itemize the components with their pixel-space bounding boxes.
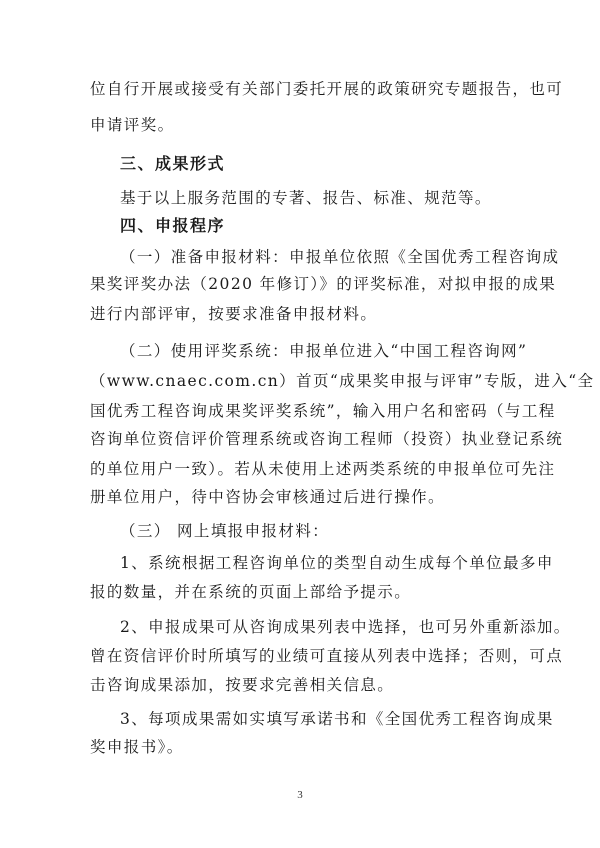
paragraph-line: 3、每项成果需如实填写承诺书和《全国优秀工程咨询成果 <box>120 710 554 728</box>
paragraph-line: 基于以上服务范围的专著、报告、标准、规范等。 <box>120 189 492 207</box>
paragraph-line: （三） 网上填报申报材料： <box>120 522 330 540</box>
paragraph-line: 的单位用户一致）。若从未使用上述两类系统的申报单位可先注 <box>90 460 556 478</box>
paragraph-line: （一）准备申报材料：申报单位依照《全国优秀工程咨询成 <box>120 248 560 266</box>
page-number: 3 <box>297 789 303 801</box>
paragraph-line: 进行内部评审，按要求准备申报材料。 <box>90 305 378 323</box>
paragraph-line: 1、系统根据工程咨询单位的类型自动生成每个单位最多申 <box>120 554 554 572</box>
paragraph-line: 曾在资信评价时所填写的业绩可直接从列表中选择；否则，可点 <box>90 647 564 665</box>
paragraph-line: 奖申报书》。 <box>90 738 184 756</box>
paragraph-line: 2、申报成果可从咨询成果列表中选择，也可另外重新添加。 <box>120 618 571 636</box>
paragraph-line: 果奖评奖办法（2020 年修订）》的评奖标准，对拟申报的成果 <box>90 275 557 293</box>
paragraph-line: 位自行开展或接受有关部门委托开展的政策研究专题报告，也可 <box>90 80 564 98</box>
paragraph-line: 报的数量，并在系统的页面上部给予提示。 <box>90 583 412 601</box>
paragraph-line: 申请评奖。 <box>90 116 175 134</box>
section-heading: 三、成果形式 <box>120 154 226 173</box>
paragraph-line: 咨询单位资信评价管理系统或咨询工程师（投资）执业登记系统 <box>90 430 564 448</box>
section-heading: 四、申报程序 <box>120 216 226 235</box>
paragraph-line: 国优秀工程咨询成果奖评奖系统”，输入用户名和密码（与工程 <box>90 402 556 420</box>
paragraph-line: 册单位用户，待中咨协会审核通过后进行操作。 <box>90 488 445 506</box>
paragraph-line: 击咨询成果添加，按要求完善相关信息。 <box>90 676 395 694</box>
paragraph-line: （www.cnaec.com.cn）首页“成果奖申报与评审”专版，进入“全 <box>90 372 595 390</box>
paragraph-line: （二）使用评奖系统：申报单位进入“中国工程咨询网” <box>120 342 528 360</box>
